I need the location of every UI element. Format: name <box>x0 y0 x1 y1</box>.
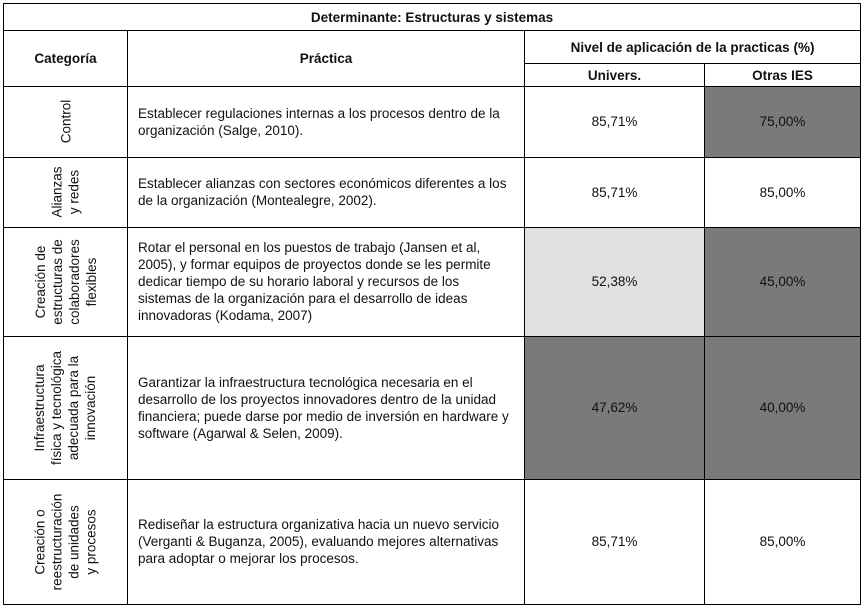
category-cell <box>4 337 128 479</box>
category-label <box>32 239 100 325</box>
practice-cell: Rotar el personal en los puestos de trabajo (Jansen et al, 2005), y formar equipos de proyectos donde se les permite dedicar tiempo de su horario laboral y recursos de los sistemas de la organización para el desarrollo de ideas innovadoras (Kodama, 2007) <box>128 227 525 336</box>
otras-value: 85,00% <box>705 479 861 604</box>
category-label <box>32 351 100 465</box>
category-cell <box>4 87 128 157</box>
univers-value: 47,62% <box>525 337 705 479</box>
table-row <box>4 227 861 336</box>
category-line: reestructuración <box>49 493 65 591</box>
univers-value: 85,71% <box>525 479 705 604</box>
category-line: flexibles <box>83 257 99 307</box>
practice-cell: Garantizar la infraestructura tecnológica necesaria en el desarrollo de los proyectos innovadores dentro de la unidad financiera; puede darse por medio de inversión en hardware y software (Agarwal & Selen, 2009). <box>128 337 525 479</box>
table-title: Determinante: Estructuras y sistemas <box>4 4 861 31</box>
header-row-1 <box>4 31 861 64</box>
category-cell <box>4 157 128 227</box>
category-cell <box>4 227 128 336</box>
header-categoria: Categoría <box>4 31 128 87</box>
otras-value: 40,00% <box>705 337 861 479</box>
practices-table <box>3 3 861 605</box>
header-practica: Práctica <box>128 31 525 87</box>
otras-value: 45,00% <box>705 227 861 336</box>
univers-value: 52,38% <box>525 227 705 336</box>
category-line: Infraestructura <box>32 364 48 452</box>
header-univers: Univers. <box>525 64 705 87</box>
table-row <box>4 157 861 227</box>
category-line: física y tecnológica <box>49 350 65 465</box>
category-label <box>31 493 99 590</box>
header-otras: Otras IES <box>705 64 861 87</box>
practice-cell: Rediseñar la estructura organizativa hacia un nuevo servicio (Verganti & Buganza, 2005), evaluando mejores alternativas para adoptar o mejorar los procesos. <box>128 479 525 604</box>
category-line: y procesos <box>83 509 99 575</box>
otras-value: 85,00% <box>705 157 861 227</box>
practice-cell: Establecer regulaciones internas a los procesos dentro de la organización (Salge, 2010). <box>128 87 525 157</box>
practice-cell: Establecer alianzas con sectores económicos diferentes a los de la organización (Montealegre, 2002). <box>128 157 525 227</box>
univers-value: 85,71% <box>525 157 705 227</box>
table-row <box>4 479 861 604</box>
category-label <box>49 167 83 218</box>
category-line: de unidades <box>66 504 82 579</box>
category-line: estructuras de <box>49 239 65 325</box>
table-title-row <box>4 4 861 31</box>
table-row <box>4 337 861 479</box>
univers-value: 85,71% <box>525 87 705 157</box>
header-nivel: Nivel de aplicación de la practicas (%) <box>525 31 861 64</box>
category-label <box>57 100 74 144</box>
category-line: colaboradores <box>66 239 82 325</box>
table-body <box>4 87 861 605</box>
category-line: y redes <box>66 169 82 215</box>
category-line: Control <box>58 100 73 144</box>
table-row <box>4 87 861 157</box>
otras-value: 75,00% <box>705 87 861 157</box>
category-line: innovación <box>83 375 99 441</box>
category-line: Creación o <box>32 509 48 575</box>
category-line: Creación de <box>32 245 48 319</box>
category-line: Alianzas <box>49 166 65 218</box>
category-cell <box>4 479 128 604</box>
category-line: adecuada para la <box>66 355 82 460</box>
